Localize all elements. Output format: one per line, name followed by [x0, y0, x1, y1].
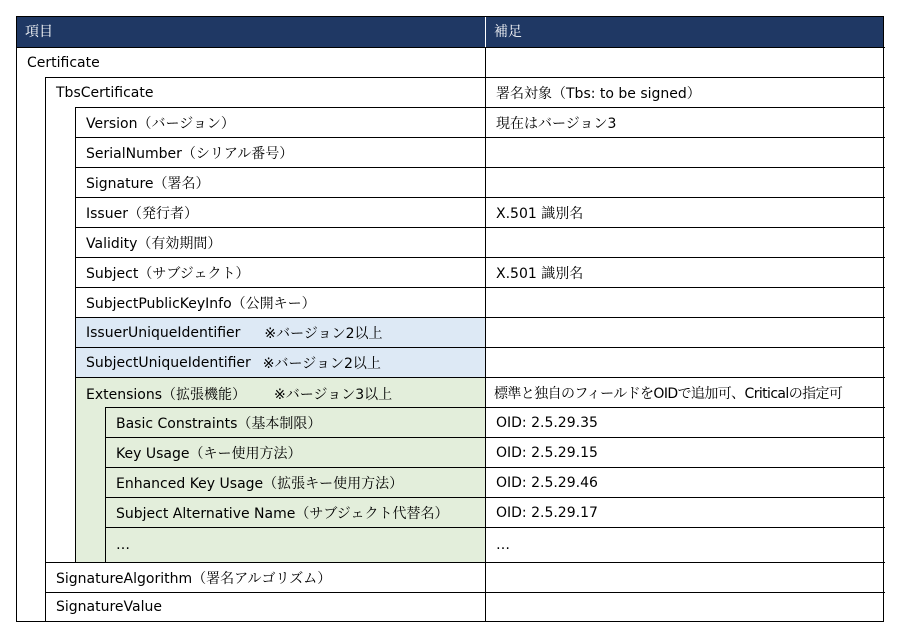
indent-line-level3 [105, 407, 106, 562]
table-row-version [75, 107, 485, 137]
row-label: SubjectUniqueIdentifier [86, 354, 251, 371]
row-label: SubjectPublicKeyInfo（公開キー） [86, 295, 316, 312]
row-label-note: ※バージョン2以上 [262, 355, 381, 372]
row-note [485, 527, 885, 562]
row-note-text: OID: 2.5.29.46 [496, 474, 598, 491]
table-row-serialnumber [75, 137, 485, 167]
row-note [485, 467, 885, 497]
indent-line-level1 [45, 77, 46, 622]
table-row-issuer [75, 197, 485, 227]
header-note-column [485, 17, 883, 47]
row-note [485, 137, 885, 167]
table-row-issueruniqueidentifier [75, 317, 485, 347]
row-label: Validity（有効期間） [86, 235, 222, 252]
row-label-note: ※バージョン2以上 [264, 325, 383, 342]
table-row-validity [75, 227, 485, 257]
row-note [485, 497, 885, 527]
row-label: Subject（サブジェクト） [86, 265, 250, 282]
row-label: Version（バージョン） [86, 115, 235, 132]
row-label: SignatureAlgorithm（署名アルゴリズム） [56, 570, 332, 587]
table-row-subjectpublickeyinfo [75, 287, 485, 317]
row-note-text: 標準と独自のフィールドをOIDで追加可、Criticalの指定可 [494, 385, 843, 402]
row-note [485, 197, 885, 227]
row-note [485, 47, 885, 77]
row-label: Extensions（拡張機能） [86, 387, 247, 403]
row-note [485, 227, 885, 257]
row-note [485, 437, 885, 467]
row-note [485, 592, 885, 621]
row-label: … [116, 537, 130, 553]
row-label: Basic Constraints（基本制限） [116, 415, 322, 432]
row-note [485, 107, 885, 137]
row-note-text: 現在はバージョン3 [496, 115, 617, 132]
row-label: Certificate [27, 54, 100, 71]
row-label: Signature（署名） [86, 175, 210, 192]
row-label-note: ※バージョン3以上 [274, 387, 393, 403]
row-label: SignatureValue [56, 599, 162, 615]
row-note-text: OID: 2.5.29.15 [496, 444, 598, 461]
table-row-signature [75, 167, 485, 197]
row-label: Enhanced Key Usage（拡張キー使用方法） [116, 475, 404, 492]
table-row-enhanced-key-usage [105, 467, 485, 497]
table-row-key-usage [105, 437, 485, 467]
row-label: Issuer（発行者） [86, 205, 198, 222]
row-note [485, 317, 885, 347]
row-note-text: OID: 2.5.29.35 [496, 414, 598, 431]
row-note-text: X.501 識別名 [496, 265, 584, 282]
row-note [485, 347, 885, 377]
row-note-text: … [496, 537, 510, 553]
table-row-tbscertificate [45, 77, 485, 107]
table-row-certificate [17, 47, 485, 77]
row-label: TbsCertificate [56, 84, 154, 101]
table-row-subject-alternative-name [105, 497, 485, 527]
row-note [485, 77, 885, 107]
table-row-subject [75, 257, 485, 287]
row-note [485, 562, 885, 592]
row-label: IssuerUniqueIdentifier [86, 324, 241, 341]
certificate-structure-table [16, 16, 884, 622]
row-label: SerialNumber（シリアル番号） [86, 145, 294, 162]
header-item-label: 項目 [25, 24, 53, 40]
table-row-subjectuniqueidentifier [75, 347, 485, 377]
row-note-text: OID: 2.5.29.17 [496, 504, 598, 521]
table-row-signaturealgorithm [45, 562, 485, 592]
row-note [485, 167, 885, 197]
row-note [485, 257, 885, 287]
row-note-text: 署名対象（Tbs: to be signed） [496, 85, 701, 102]
table-row-basic-constraints [105, 407, 485, 437]
row-note-text: X.501 識別名 [496, 205, 584, 222]
row-label: Key Usage（キー使用方法） [116, 445, 302, 462]
row-note [485, 377, 885, 407]
header-note-label: 補足 [494, 24, 522, 40]
table-row-signaturevalue [45, 592, 485, 621]
row-label: Subject Alternative Name（サブジェクト代替名） [116, 505, 449, 522]
table-row-ellipsis [105, 527, 485, 562]
row-note [485, 287, 885, 317]
indent-line-level2 [75, 107, 76, 562]
header-item-column [17, 17, 485, 47]
row-note [485, 407, 885, 437]
